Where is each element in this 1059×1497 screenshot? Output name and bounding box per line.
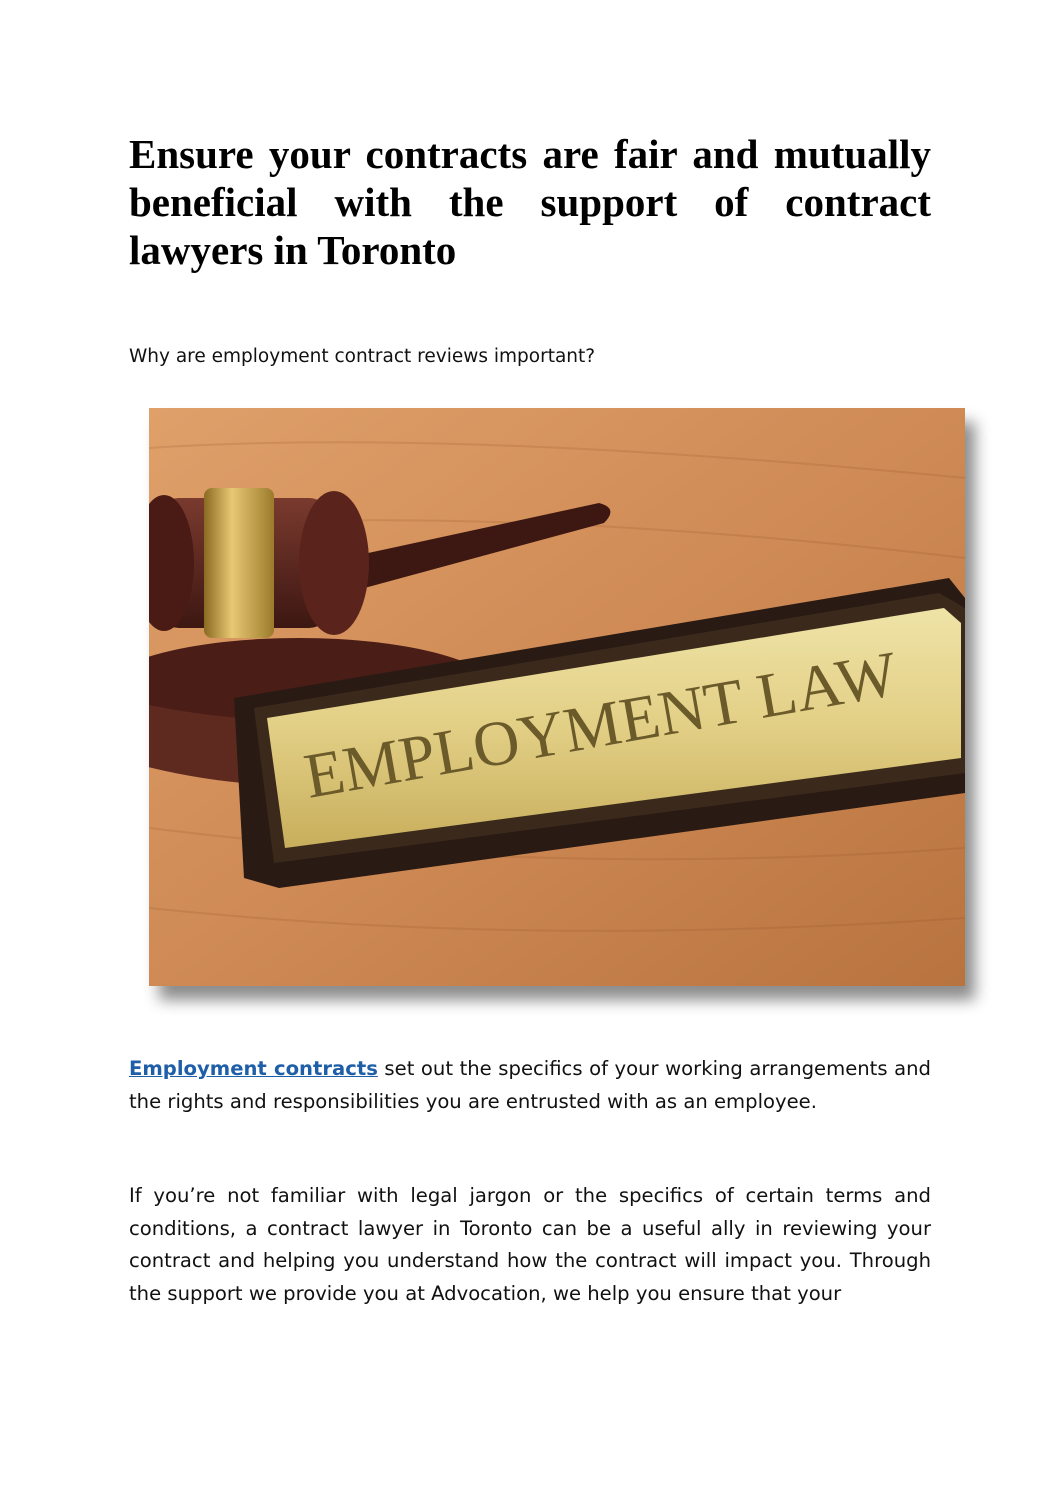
nameplate-text: EMPLOYMENT LAW bbox=[299, 637, 903, 812]
page-title: Ensure your contracts are fair and mutually beneficial with the support of contract lawyers in Toronto bbox=[129, 131, 931, 273]
employment-contracts-link[interactable]: Employment contracts bbox=[129, 1057, 378, 1080]
paragraph1-text: set out the specifics of your working arrangements and the rights and responsibilities you are entrusted with as an employee. bbox=[129, 1057, 931, 1113]
employment-law-photo bbox=[149, 408, 965, 986]
photo-illustration bbox=[149, 408, 965, 986]
section-subheading: Why are employment contract reviews important? bbox=[129, 346, 596, 367]
paragraph-employment-contracts bbox=[129, 1053, 931, 1118]
paragraph-contract-lawyer: If you’re not familiar with legal jargon or the specifics of certain terms and conditions, a contract lawyer in Toronto can be a useful ally in reviewing your contract and helping you understand how the contract will impact you. Through the support we provide you at Advocation, we help you ensure that your bbox=[129, 1184, 931, 1305]
gavel-head bbox=[149, 488, 369, 638]
